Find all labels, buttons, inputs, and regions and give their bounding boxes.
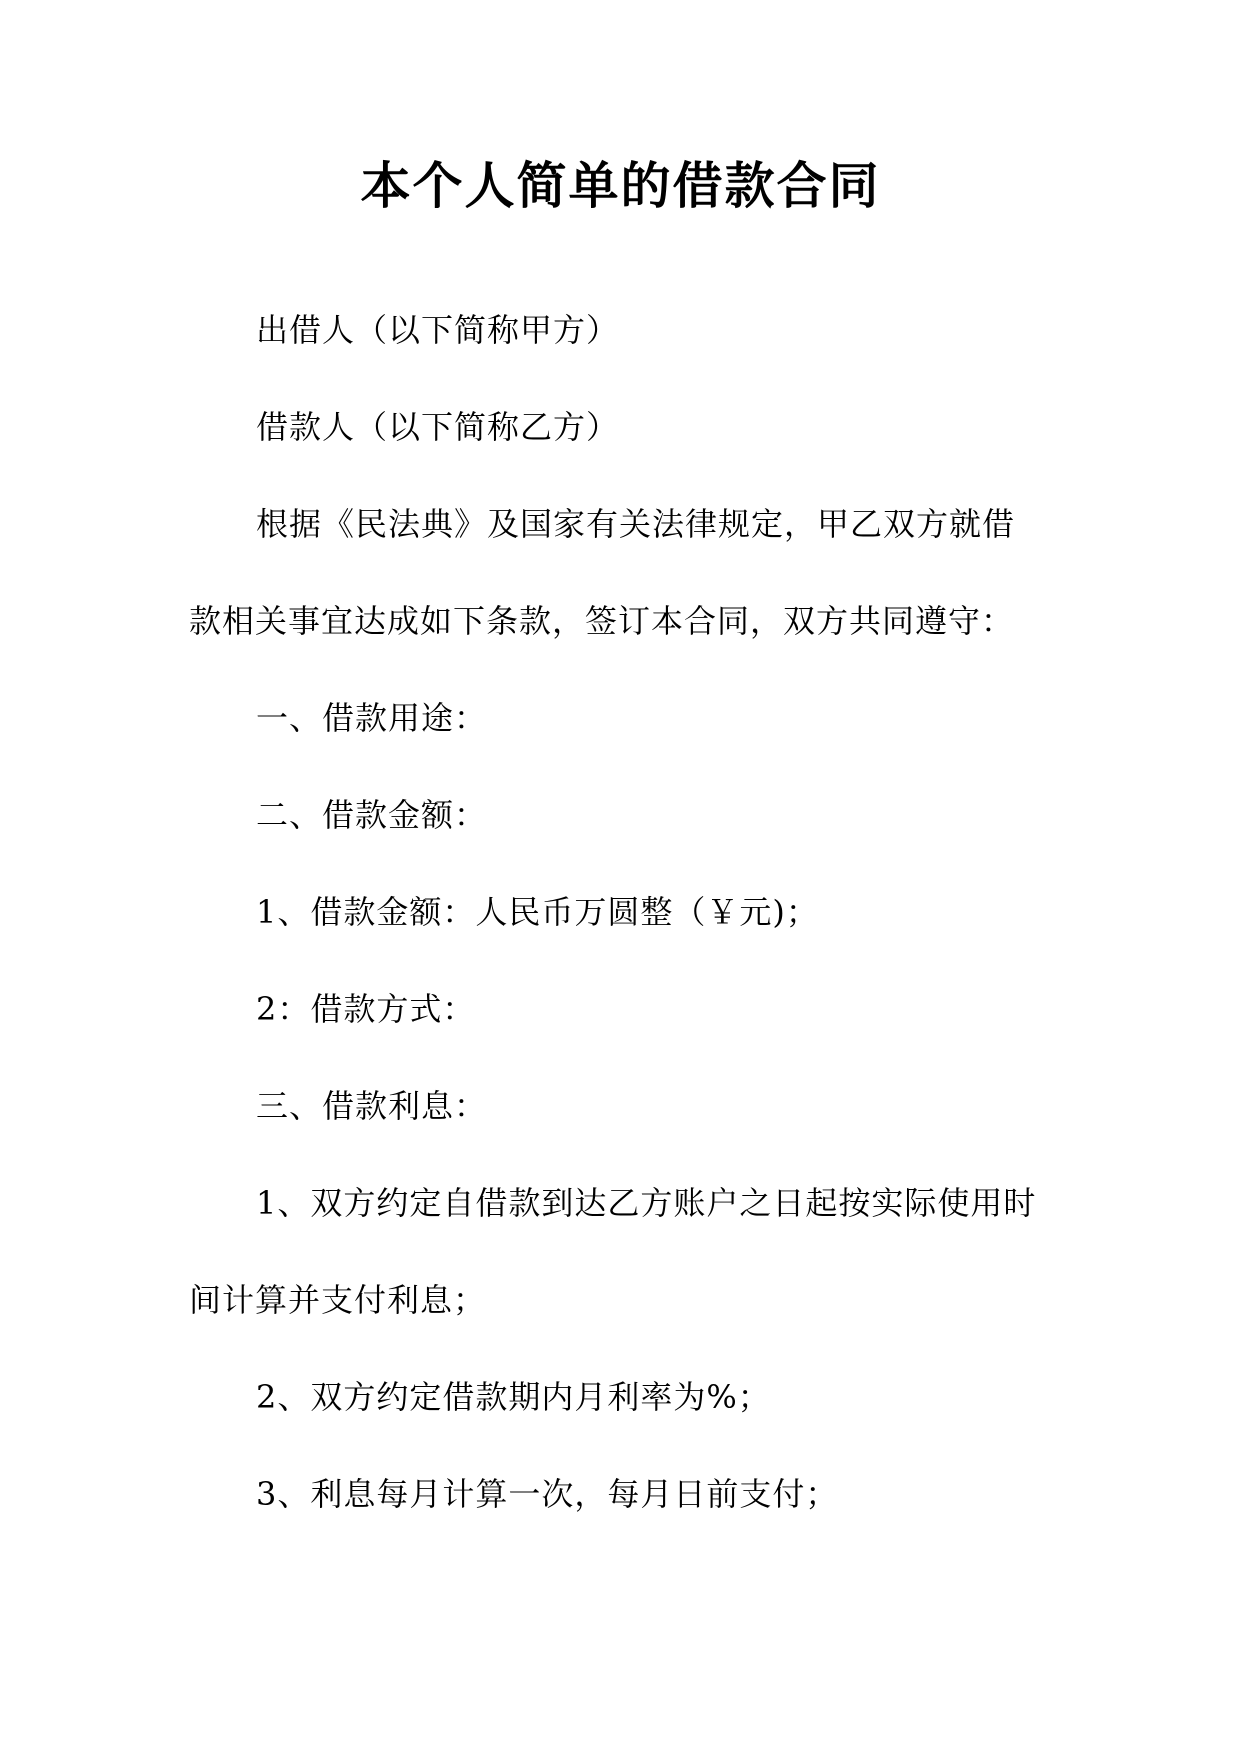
loan-method-clause: 2：借款方式： <box>256 990 476 1028</box>
preamble-line-1: 根据《民法典》及国家有关法律规定，甲乙双方就借 <box>256 505 1016 543</box>
preamble-line-2: 款相关事宜达成如下条款，签订本合同，双方共同遵守： <box>189 602 1015 640</box>
document-title: 本个人简单的借款合同 <box>360 156 881 215</box>
section-1-heading: 一、借款用途： <box>256 699 488 737</box>
section-2-heading: 二、借款金额： <box>256 796 488 834</box>
interest-clause-3: 3、利息每月计算一次，每月日前支付； <box>256 1475 839 1513</box>
interest-clause-1-line-1: 1、双方约定自借款到达乙方账户之日起按实际使用时 <box>256 1184 1037 1222</box>
interest-clause-2: 2、双方约定借款期内月利率为%； <box>256 1378 771 1416</box>
lender-line: 出借人（以下简称甲方） <box>256 311 620 349</box>
loan-amount-clause: 1、借款金额：人民币万圆整（￥元)； <box>256 893 819 931</box>
section-3-heading: 三、借款利息： <box>256 1087 488 1125</box>
interest-clause-1-line-2: 间计算并支付利息； <box>189 1281 487 1319</box>
borrower-line: 借款人（以下简称乙方） <box>256 408 620 446</box>
